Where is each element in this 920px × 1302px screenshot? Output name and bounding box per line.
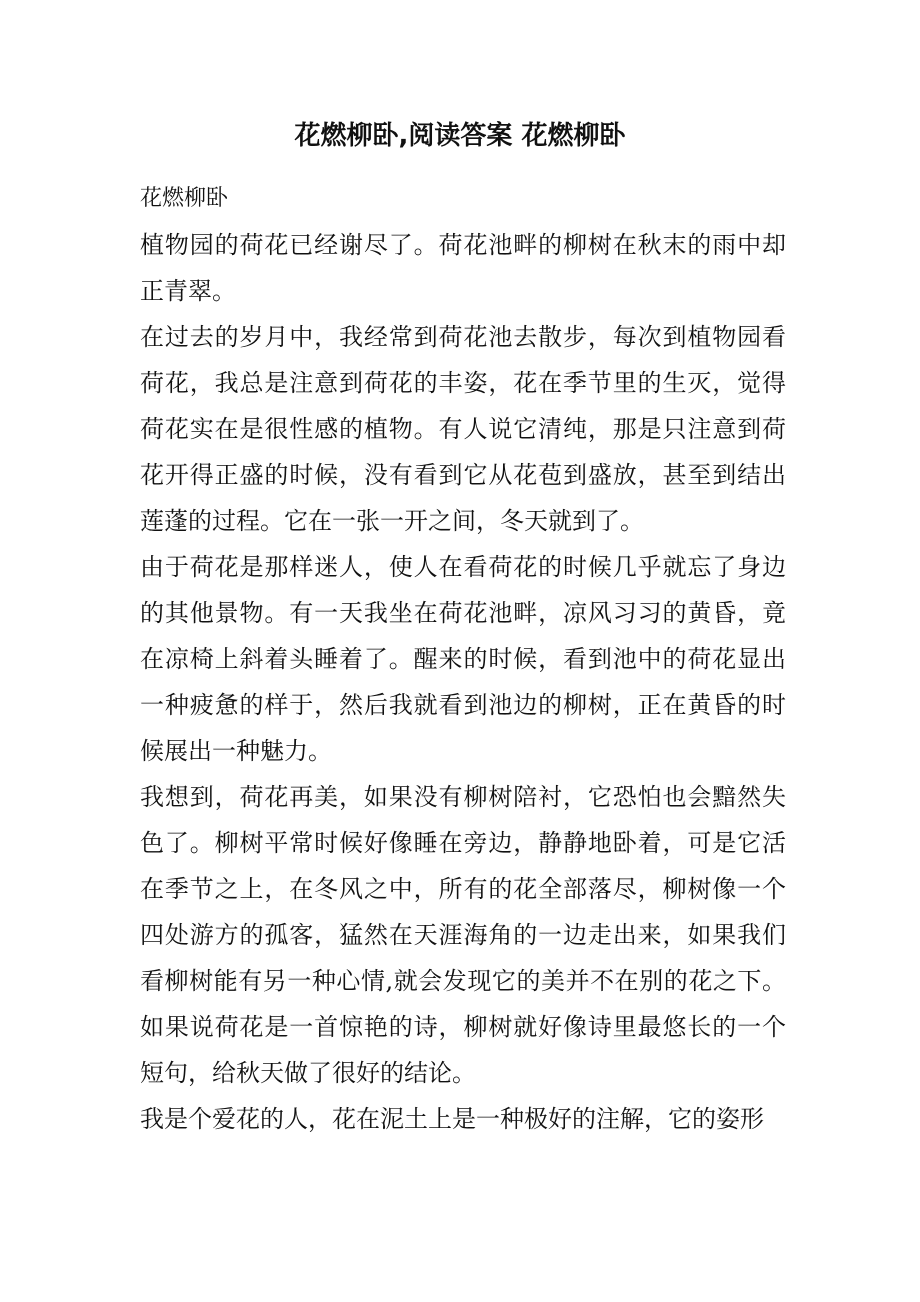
paragraph: 我是个爱花的人，花在泥土上是一种极好的注解，它的姿形 bbox=[140, 1105, 764, 1133]
paragraph: 我想到，荷花再美，如果没有柳树陪衬，它恐怕也会黯然失色了。柳树平常时候好像睡在旁边，静静地卧着，可是它活在季节之上，在冬风之中，所有的花全部落尽，柳树像一个四处游方的孤客，猛然在天涯海角的一边走出来，如果我们看柳树能有另一种心情,就会发现它的美并不在别的花之下。如果说荷花是一首惊艳的诗，柳树就好像诗里最悠长的一个短句，给秋天做了很好的结论。 bbox=[140, 783, 786, 1087]
document-title: 花燃柳卧,阅读答案 花燃柳卧 bbox=[294, 121, 626, 151]
paragraph-subtitle: 花燃柳卧 bbox=[140, 186, 229, 211]
paragraph: 植物园的荷花已经谢尽了。荷花池畔的柳树在秋末的雨中却正青翠。 bbox=[140, 231, 786, 305]
paragraph: 由于荷花是那样迷人，使人在看荷花的时候几乎就忘了身边的其他景物。有一天我坐在荷花池畔，凉风习习的黄昏，竟在凉椅上斜着头睡着了。醒来的时候，看到池中的荷花显出一种疲惫的样于，然后我就看到池边的柳树，正在黄昏的时候展出一种魅力。 bbox=[140, 553, 786, 765]
paragraph: 在过去的岁月中，我经常到荷花池去散步，每次到植物园看荷花，我总是注意到荷花的丰姿，花在季节里的生灭，觉得荷花实在是很性感的植物。有人说它清纯，那是只注意到荷花开得正盛的时候，没有看到它从花苞到盛放，甚至到结出莲蓬的过程。它在一张一开之间，冬天就到了。 bbox=[140, 323, 786, 535]
document-body bbox=[140, 176, 786, 1142]
